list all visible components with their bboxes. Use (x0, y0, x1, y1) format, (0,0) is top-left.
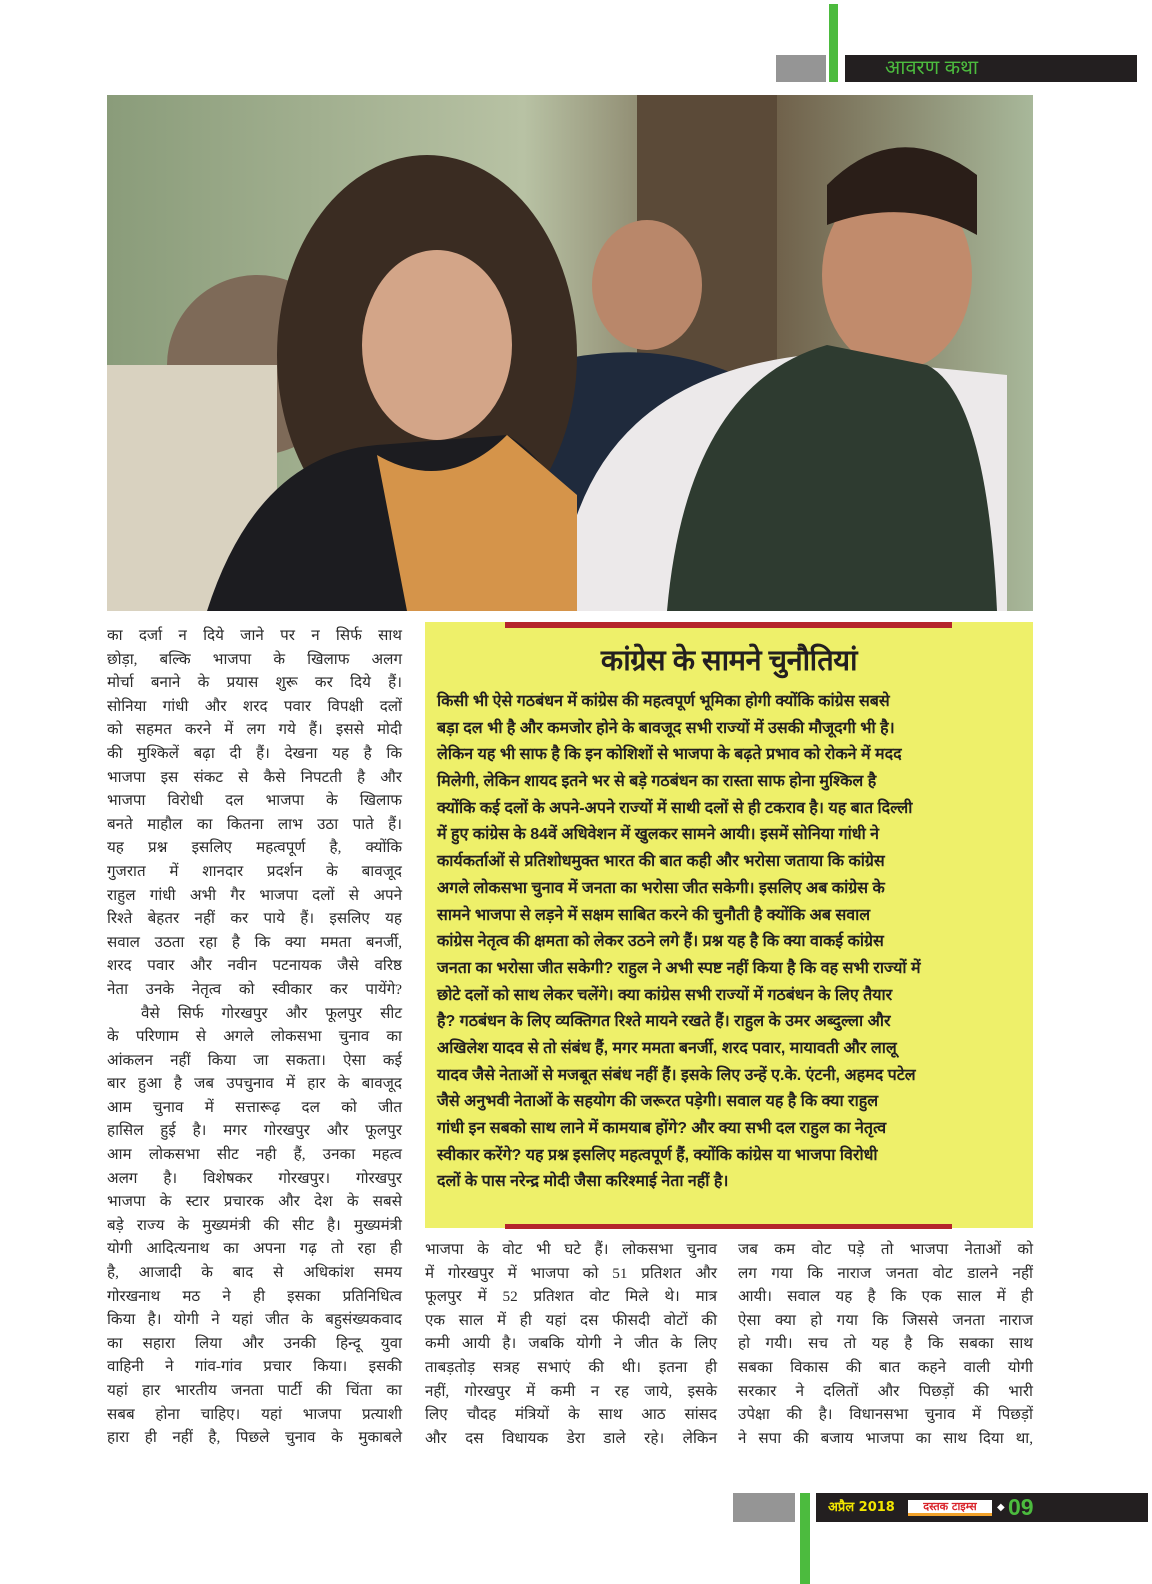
text-line: हारा ही नहीं है, पिछले चुनाव के मुकाबले (107, 1429, 402, 1447)
text-line: गोरखनाथ मठ ने ही इसका प्रतिनिधित्व (107, 1287, 402, 1305)
box-top-rule (505, 622, 952, 628)
text-line: गुजरात में शानदार प्रदर्शन के बावजूद (107, 862, 402, 880)
text-line: है? गठबंधन के लिए व्यक्तिगत रिश्ते मायने रखते हैं। राहुल के उमर अब्दुल्ला और (437, 1013, 891, 1031)
text-line: किया है। योगी ने यहां जीत के बहुसंख्यकवाद (107, 1311, 402, 1329)
text-line: दलों के पास नरेन्द्र मोदी जैसा करिश्माई नेता नहीं है। (437, 1173, 729, 1191)
text-line: हासिल हुई है। मगर गोरखपुर और फूलपुर (107, 1122, 402, 1140)
cover-photo (107, 95, 1033, 611)
text-line: बड़े राज्य के मुख्यमंत्री की सीट है। मुख्यमंत्री (107, 1216, 402, 1234)
footer-gray-block (733, 1493, 795, 1522)
text-line: किसी भी ऐसे गठबंधन में कांग्रेस की महत्वपूर्ण भूमिका होगी क्योंकि कांग्रेस सबसे (437, 693, 890, 710)
diamond-separator-icon: ◆ (997, 1502, 1005, 1513)
box-headline: कांग्रेस के सामने चुनौतियां (600, 645, 858, 677)
box-body (437, 689, 1021, 1196)
text-line: नेता उनके नेतृत्व को स्वीकार कर पायेंगे? (107, 980, 402, 998)
text-line: अखिलेश यादव से तो संबंध हैं, मगर ममता बनर्जी, शरद पवार, मायावती और लालू (437, 1039, 897, 1057)
text-line: लेकिन यह भी साफ है कि इन कोशिशों से भाजपा के बढ़ते प्रभाव को रोकने में मदद (437, 746, 902, 764)
magazine-logo: दस्तक टाइम्स (908, 1500, 992, 1516)
text-line: गांधी इन सबको साथ लाने में कामयाब होंगे? और क्या सभी दल राहुल का नेतृत्व (437, 1120, 887, 1137)
text-line: मिलेगी, लेकिन शायद इतने भर से बड़े गठबंधन का रास्ता साफ होना मुश्किल है (437, 773, 877, 791)
text-line: कमी आयी है। जबकि योगी ने जीत के लिए (425, 1335, 717, 1353)
header-green-bar (829, 4, 838, 82)
text-line: की मुश्किलें बढ़ा दी हैं। देखना यह है कि (107, 744, 402, 762)
text-line: कार्यकर्ताओं से प्रतिशोधमुक्त भारत की बात कही और भरोसा जताया कि कांग्रेस (437, 853, 885, 871)
text-line: आम चुनाव में सत्तारूढ़ दल को जीत (107, 1098, 402, 1116)
text-line: का दर्जा न दिये जाने पर न सिर्फ साथ (107, 627, 402, 644)
text-line: ऐसा क्या हो गया कि जिससे जनता नाराज (738, 1311, 1033, 1329)
left-article-column (107, 624, 402, 1450)
text-line: भाजपा के स्टार प्रचारक और देश के सबसे (107, 1193, 402, 1211)
text-line: वाहिनी ने गांव-गांव प्रचार किया। इसकी (107, 1358, 402, 1376)
text-line: छोटे दलों को साथ लेकर चलेंगे। क्या कांग्रेस सभी राज्यों में गठबंधन के लिए तैयार (437, 986, 893, 1004)
text-line: मोर्चा बनाने के प्रयास शुरू कर दिये हैं। (107, 674, 402, 692)
text-line: स्वीकार करेंगे? यह प्रश्न इसलिए महत्वपूर्ण हैं, क्योंकि कांग्रेस या भाजपा विरोधी (437, 1146, 878, 1164)
text-line: बनते माहौल का कितना लाभ उठा पाते हैं। (107, 815, 402, 833)
text-line: सोनिया गांधी और शरद पवार विपक्षी दलों (107, 697, 402, 715)
right-article-column (738, 1238, 1033, 1450)
text-line: सबका विकास की बात कहने वाली योगी (738, 1358, 1033, 1376)
text-line: जनता का भरोसा जीत सकेगी? राहुल ने अभी स्पष्ट नहीं किया है कि वह सभी राज्यों में (437, 959, 921, 977)
text-line: छोड़ा, बल्कि भाजपा के खिलाफ अलग (107, 650, 402, 668)
text-line: लिए चौदह मंत्रियों के साथ आठ सांसद (425, 1406, 717, 1424)
section-title: आवरण कथा (885, 57, 979, 79)
text-line: के परिणाम से अगले लोकसभा चुनाव का (107, 1028, 402, 1046)
text-line: और दस विधायक डेरा डाले रहे। लेकिन (425, 1429, 717, 1447)
text-line: आंकलन नहीं किया जा सकता। ऐसा कई (107, 1051, 402, 1069)
text-line: ताबड़तोड़ सत्रह सभाएं की थी। इतना ही (425, 1358, 717, 1376)
text-line: बड़ा दल भी है और कमजोर होने के बावजूद सभी राज्यों में उसकी मौजूदगी भी है। (437, 719, 895, 737)
page-number: 09 (1008, 1494, 1034, 1520)
text-line: कांग्रेस नेतृत्व की क्षमता को लेकर उठने लगे हैं। प्रश्न यह है कि क्या वाकई कांग्रेस (437, 933, 884, 951)
text-line: जैसे अनुभवी नेताओं के सहयोग की जरूरत पड़ेगी। सवाल यह है कि क्या राहुल (437, 1093, 879, 1111)
text-line: राहुल गांधी अभी गैर भाजपा दलों से अपने (107, 886, 402, 904)
text-line: भाजपा विरोधी दल भाजपा के खिलाफ (107, 792, 402, 810)
text-line: रिश्ते बेहतर नहीं कर पाये हैं। इसलिए यह (107, 910, 402, 928)
footer-green-bar (800, 1493, 810, 1584)
text-line: सबब होना चाहिए। यहां भाजपा प्रत्याशी (107, 1405, 402, 1423)
text-line: का सहारा लिया और उनकी हिन्दू युवा (107, 1334, 402, 1352)
issue-date: अप्रैल 2018 (828, 1500, 895, 1515)
text-line: वैसे सिर्फ गोरखपुर और फूलपुर सीट (141, 1004, 402, 1022)
box-bottom-rule (505, 1224, 952, 1229)
text-line: एक साल में ही यहां दस फीसदी वोटों की (425, 1311, 717, 1329)
text-line: बार हुआ है जब उपचुनाव में हार के बावजूद (107, 1075, 402, 1093)
text-line: है, आजादी के बाद से अधिकांश समय (107, 1264, 402, 1282)
text-line: ने सपा की बजाय भाजपा का साथ दिया था, (738, 1429, 1033, 1447)
text-line: आम लोकसभा सीट नही हैं, उनका महत्व (107, 1146, 402, 1164)
text-line: अलग है। विशेषकर गोरखपुर। गोरखपुर (107, 1169, 402, 1187)
photo-illustration (107, 95, 1033, 611)
text-line: में हुए कांग्रेस के 84वें अधिवेशन में खुलकर सामने आयी। इसमें सोनिया गांधी ने (437, 826, 880, 844)
text-line: क्योंकि कई दलों के अपने-अपने राज्यों में साथी दलों से ही टकराव है। यह बात दिल्ली (437, 799, 913, 817)
text-line: सवाल उठता रहा है कि क्या ममता बनर्जी, (107, 933, 402, 951)
text-line: शरद पवार और नवीन पटनायक जैसे वरिष्ठ (107, 957, 402, 975)
text-line: लग गया कि नाराज जनता वोट डालने नहीं (738, 1264, 1033, 1282)
text-line: को सहमत करने में लग गये हैं। इससे मोदी (107, 721, 402, 739)
text-line: यादव जैसे नेताओं से मजबूत संबंध नहीं हैं। इसके लिए उन्हें ए.के. एंटनी, अहमद पटेल (437, 1066, 916, 1084)
text-line: जब कम वोट पड़े तो भाजपा नेताओं को (738, 1241, 1033, 1258)
text-line: भाजपा के वोट भी घटे हैं। लोकसभा चुनाव (425, 1241, 717, 1258)
text-line: सामने भाजपा से लड़ने में सक्षम साबित करने की चुनौती है क्योंकि अब सवाल (437, 906, 871, 924)
text-line: में गोरखपुर में भाजपा को 51 प्रतिशत और (425, 1264, 717, 1282)
text-line: यहां हार भारतीय जनता पार्टी की चिंता का (107, 1382, 402, 1399)
text-line: आयी। सवाल यह है कि एक साल में ही (738, 1288, 1033, 1306)
middle-article-column (425, 1238, 717, 1450)
text-line: योगी आदित्यनाथ का अपना गढ़ तो रहा ही (107, 1240, 402, 1258)
text-line: सरकार ने दलितों और पिछड़ों की भारी (738, 1382, 1033, 1400)
header-gray-block (776, 55, 826, 82)
text-line: नहीं, गोरखपुर में कमी न रह जाये, इसके (425, 1382, 717, 1400)
text-line: अगले लोकसभा चुनाव में जनता का भरोसा जीत सकेगी। इसलिए अब कांग्रेस के (437, 879, 885, 897)
text-line: हो गयी। सच तो यह है कि सबका साथ (738, 1335, 1033, 1353)
text-line: यह प्रश्न इसलिए महत्वपूर्ण है, क्योंकि (107, 839, 402, 857)
text-line: भाजपा इस संकट से कैसे निपटती है और (107, 768, 402, 786)
text-line: उपेक्षा की है। विधानसभा चुनाव में पिछड़ों (738, 1406, 1033, 1424)
text-line: फूलपुर में 52 प्रतिशत वोट मिले थे। मात्र (425, 1288, 717, 1306)
